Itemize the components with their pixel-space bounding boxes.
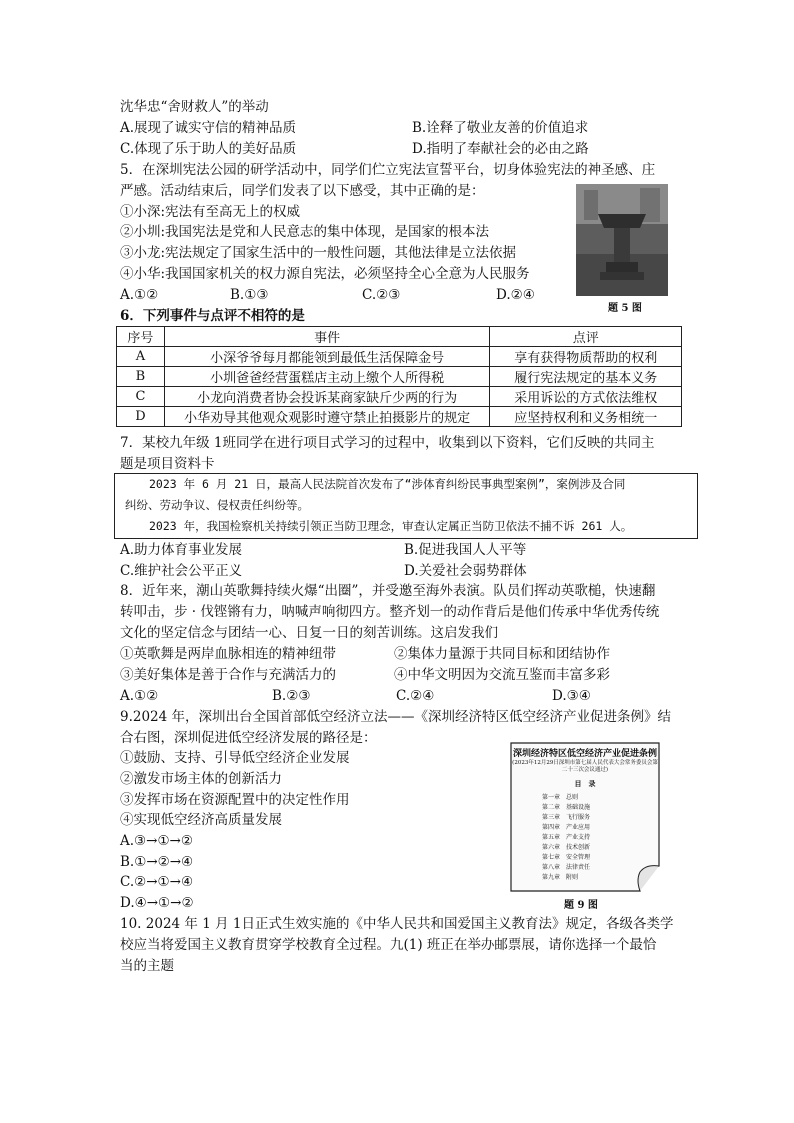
toc-item: 第七章 安全管理	[542, 854, 591, 861]
q4-option-d: D.指明了奉献社会的必由之路	[412, 141, 589, 157]
q8-stem-line-2: 转叩击，步 · 伐铿锵有力，呐喊声响彻四方。整齐划一的动作背后是他们传承中华优秀传统	[120, 604, 660, 620]
table-row	[117, 347, 682, 367]
toc-item: 第三章 飞行服务	[542, 814, 591, 821]
q5-option-c: C.②③	[362, 287, 401, 303]
q8-statement-1: ①英歌舞是两岸血脉相连的精神纽带	[120, 646, 336, 662]
q5-option-b: B.①③	[230, 287, 269, 303]
table-row	[117, 407, 682, 427]
q6-stem	[120, 306, 305, 326]
q5-stem-line-2: 严感。活动结束后，同学们发表了以下感受，其中正确的是：	[120, 183, 485, 199]
toc-item: 第九章 附则	[542, 874, 579, 881]
q8-option-a: A.①②	[120, 688, 159, 704]
q10-stem-line-3: 当的主题	[120, 958, 174, 974]
q9-stem-line-2: 合右图，深圳促进低空经济发展的路径是：	[120, 730, 377, 746]
q7-stem-line-2: 题是项目资料卡	[120, 456, 215, 472]
q8-stem-line-3: 文化的坚定信念与团结一心、日复一日的刻苦训练。这启发我们	[120, 625, 498, 641]
q9-stem-line-1: 9.2024 年，深圳出台全国首部低空经济立法——《深圳经济特区低空经济产业促进条例》结	[120, 709, 672, 725]
q4-option-b: B.诠释了敬业友善的价值追求	[412, 120, 589, 136]
q8-option-b: B.②③	[272, 688, 311, 704]
q8-statement-3: ③美好集体是善于合作与充满活力的	[120, 667, 336, 683]
q9-statement-2: ②激发市场主体的创新活力	[120, 771, 282, 787]
toc-item: 第六章 技术创新	[542, 844, 591, 851]
toc-item: 第二章 基础设施	[542, 804, 591, 811]
q6-header-comment: 点评	[490, 327, 682, 347]
q7-stem-line-1: 7．某校九年级 1班同学在进行项目式学习的过程中，收集到以下资料，它们反映的共同主	[120, 435, 655, 451]
q5-statement-4: ④小华:我国国家机关的权力源自宪法，必须坚持全心全意为人民服务	[120, 266, 530, 282]
q8-stem-line-1: 8．近年来，潮山英歌舞持续火爆“出圈”，并受邀至海外表演。队员们挥动英歌槌，快速翻	[120, 583, 656, 599]
q5-option-d: D.②④	[496, 287, 535, 303]
q5-figure-caption: 题 5 图	[608, 303, 642, 314]
q9-option-b: B.①→②→④	[120, 854, 194, 870]
q9-statement-4: ④实现低空经济高质量发展	[120, 812, 282, 828]
row-event: 小龙向消费者协会投诉某商家缺斤少两的行为	[164, 387, 490, 407]
row-id: A	[117, 347, 165, 367]
row-id: D	[117, 407, 165, 427]
q6-table	[116, 326, 682, 427]
q10-stem-line-1: 10. 2024 年 1 月 1日正式生效实施的《中华人民共和国爱国主义教育法》规定，各级各类学	[120, 916, 674, 932]
card-line-1: 2023 年 6 月 21 日，最高人民法院首次发布了“涉体育纠纷民事典型案例”，案例涉及合同	[149, 477, 626, 491]
figure-subtitle: (2023年12月29日深圳市第七届人民代表大会常务委员会第二十三次会议通过)	[512, 760, 658, 773]
q6-header-id: 序号	[117, 327, 165, 347]
q7-option-a: A.助力体育事业发展	[120, 542, 243, 558]
q7-option-d: D.关爱社会弱势群体	[404, 563, 527, 579]
q8-statement-2: ②集体力量源于共同目标和团结协作	[394, 646, 610, 662]
q8-statement-4: ④中华文明因为交流互鉴而丰富多彩	[394, 667, 610, 683]
q8-option-c: C.②④	[396, 688, 435, 704]
monument-photo-icon	[576, 184, 668, 296]
q5-photo-constitution-monument	[576, 184, 668, 296]
q4-option-c: C.体现了乐于助人的美好品质	[120, 141, 297, 157]
row-event: 小圳爸爸经营蛋糕店主动上缴个人所得税	[164, 367, 490, 387]
q9-regulation-figure	[510, 742, 660, 892]
row-comment: 采用诉讼的方式依法维权	[490, 387, 682, 407]
figure-toc-label: 目 录	[574, 779, 596, 788]
q4-stem-tail: 沈华忠“舍财救人”的举动	[120, 99, 269, 115]
q6-stem-text: 6．下列事件与点评不相符的是	[120, 308, 305, 324]
toc-item: 第四章 产业应用	[542, 824, 591, 831]
q5-option-a: A.①②	[120, 287, 159, 303]
q10-stem-line-2: 校应当将爱国主义教育贯穿学校教育全过程。九(1) 班正在举办邮票展，请你选择一个最恰	[120, 937, 657, 953]
q7-option-b: B.促进我国人人平等	[404, 542, 527, 558]
toc-item: 第八章 法律责任	[542, 864, 591, 871]
table-row	[117, 387, 682, 407]
row-id: C	[117, 387, 165, 407]
row-id: B	[117, 367, 165, 387]
row-event: 小深爷爷每月都能领到最低生活保障金号	[164, 347, 490, 367]
q9-figure-caption: 题 9 图	[564, 900, 598, 911]
q7-option-c: C.维护社会公平正义	[120, 563, 243, 579]
figure-title: 深圳经济特区低空经济产业促进条例	[512, 749, 657, 759]
toc-item: 第五章 产业支持	[542, 834, 591, 841]
row-event: 小华劝导其他观众观影时遵守禁止拍摄影片的规定	[164, 407, 490, 427]
q5-statement-2: ②小圳:我国宪法是党和人民意志的集中体现，是国家的根本法	[120, 224, 490, 240]
q6-header-event: 事件	[164, 327, 490, 347]
card-line-3: 2023 年，我国检察机关持续引领正当防卫理念，审查认定属正当防卫依法不捕不诉 261 人。	[149, 519, 633, 533]
row-comment: 应坚持权利和义务相统一	[490, 407, 682, 427]
q4-option-a: A.展现了诚实守信的精神品质	[120, 120, 297, 136]
row-comment: 履行宪法规定的基本义务	[490, 367, 682, 387]
toc-item: 第一章 总则	[542, 794, 579, 801]
q6-table-header	[117, 327, 682, 347]
table-row	[117, 367, 682, 387]
q7-project-card	[114, 473, 698, 539]
q9-option-d: D.④→①→②	[120, 895, 194, 911]
q9-statement-3: ③发挥市场在资源配置中的决定性作用	[120, 792, 350, 808]
q8-option-d: D.③④	[552, 688, 591, 704]
q5-statement-3: ③小龙:宪法规定了国家生活中的一般性问题，其他法律是立法依据	[120, 245, 517, 261]
q9-statement-1: ①鼓励、支持、引导低空经济企业发展	[120, 750, 350, 766]
q9-option-c: C.②→①→④	[120, 874, 194, 890]
row-comment: 享有获得物质帮助的权利	[490, 347, 682, 367]
q5-stem-line-1: 5．在深圳宪法公园的研学活动中，同学们伫立宪法宣誓平台，切身体验宪法的神圣感、庄	[120, 162, 656, 178]
card-line-2: 纠纷、劳动争议、侵权责任纠纷等。	[125, 498, 309, 512]
q5-statement-1: ①小深:宪法有至高无上的权威	[120, 204, 301, 220]
q9-option-a: A.③→①→②	[120, 833, 193, 849]
